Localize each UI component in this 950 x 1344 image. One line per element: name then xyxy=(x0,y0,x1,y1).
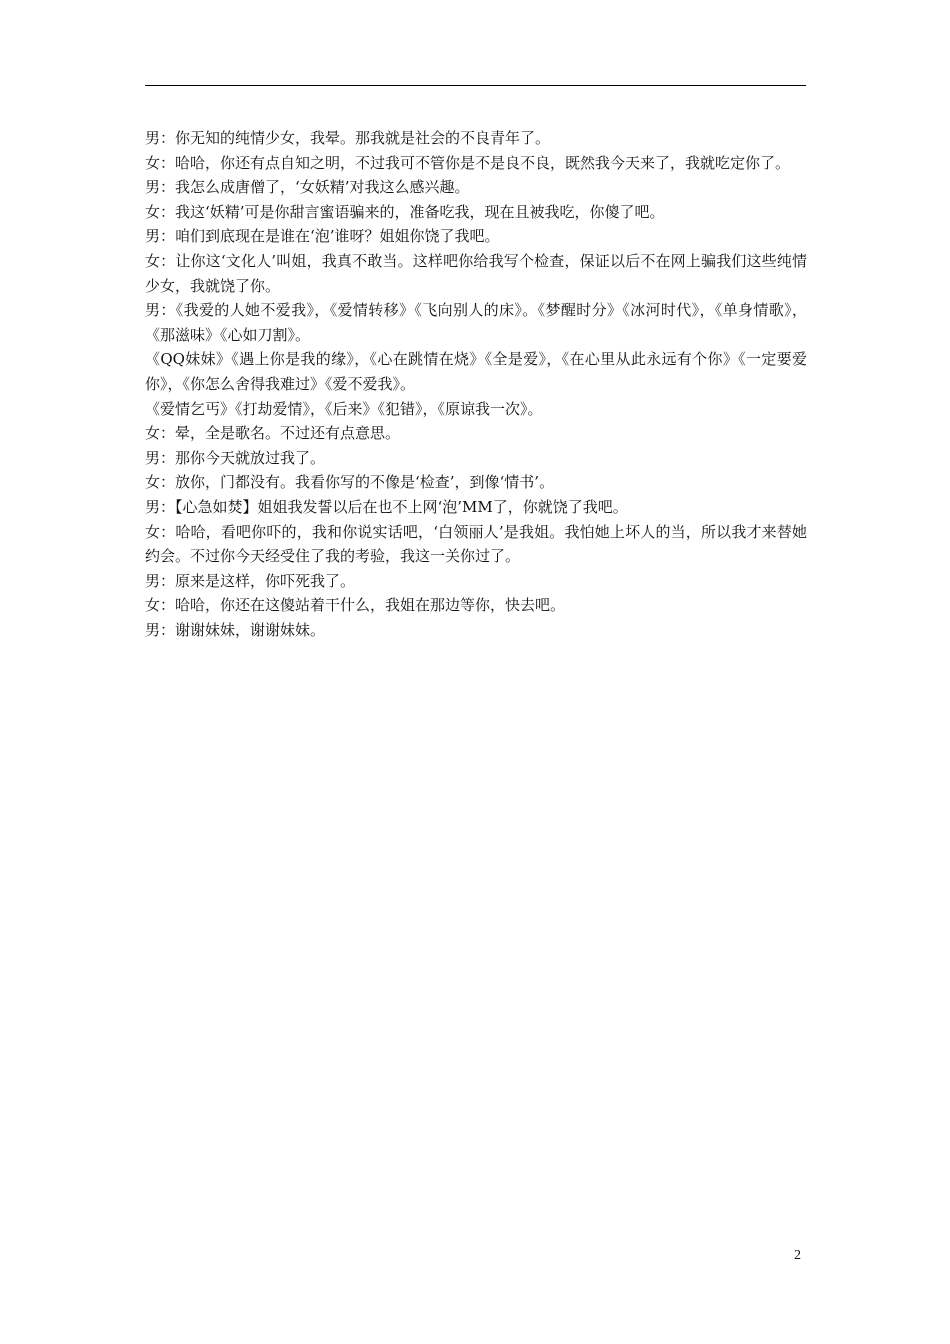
header-rule xyxy=(145,85,806,86)
dialogue-body xyxy=(145,126,807,642)
dialogue-line: 男：我怎么成唐僧了，‘女妖精’对我这么感兴趣。 xyxy=(145,178,470,197)
dialogue-line: 《QQ妹妹》《遇上你是我的缘》，《心在跳情在烧》《全是爱》，《在心里从此永远有个你》《一定要爱你》，《你怎么舍得我难过》《爱不爱我》。 xyxy=(145,350,807,393)
dialogue-line: 女：晕，全是歌名。不过还有点意思。 xyxy=(145,424,401,443)
dialogue-line: 女：哈哈，看吧你吓的，我和你说实话吧，‘白领丽人’是我姐。我怕她上坏人的当，所以我才来替她约会。不过你今天经受住了我的考验，我这一关你过了。 xyxy=(145,522,807,566)
dialogue-line: 男：那你今天就放过我了。 xyxy=(145,448,326,467)
dialogue-line: 女：我这‘妖精’可是你甜言蜜语骗来的，准备吃我，现在且被我吃，你傻了吧。 xyxy=(145,202,665,221)
dialogue-line: 男：《我爱的人她不爱我》，《爱情转移》《飞向别人的床》。《梦醒时分》《冰河时代》，《单身情歌》，《那滋味》《心如刀割》。 xyxy=(145,301,807,344)
dialogue-line: 女：放你，门都没有。我看你写的不像是‘检查’，到像‘情书’。 xyxy=(145,473,555,492)
dialogue-line: 男：谢谢妹妹，谢谢妹妹。 xyxy=(145,620,326,639)
dialogue-line: 女：哈哈，你还在这傻站着干什么，我姐在那边等你，快去吧。 xyxy=(145,596,566,615)
dialogue-line: 女：让你这‘文化人’叫姐，我真不敢当。这样吧你给我写个检查，保证以后不在网上骗我们这些纯情少女，我就饶了你。 xyxy=(145,251,807,295)
dialogue-line: 男：你无知的纯情少女，我晕。那我就是社会的不良青年了。 xyxy=(145,129,551,147)
dialogue-line: 男：【心急如焚】姐姐我发誓以后在也不上网‘泡’MM了，你就饶了我吧。 xyxy=(145,497,628,516)
page-number: 2 xyxy=(794,1248,801,1263)
dialogue-line: 女：哈哈，你还有点自知之明，不过我可不管你是不是良不良，既然我今天来了，我就吃定你了。 xyxy=(145,153,791,172)
dialogue-line: 男：原来是这样，你吓死我了。 xyxy=(145,571,356,590)
dialogue-line: 男：咱们到底现在是谁在‘泡’谁呀？姐姐你饶了我吧。 xyxy=(145,227,500,246)
dialogue-line: 《爱情乞丐》《打劫爱情》，《后来》《犯错》，《原谅我一次》。 xyxy=(145,399,543,418)
